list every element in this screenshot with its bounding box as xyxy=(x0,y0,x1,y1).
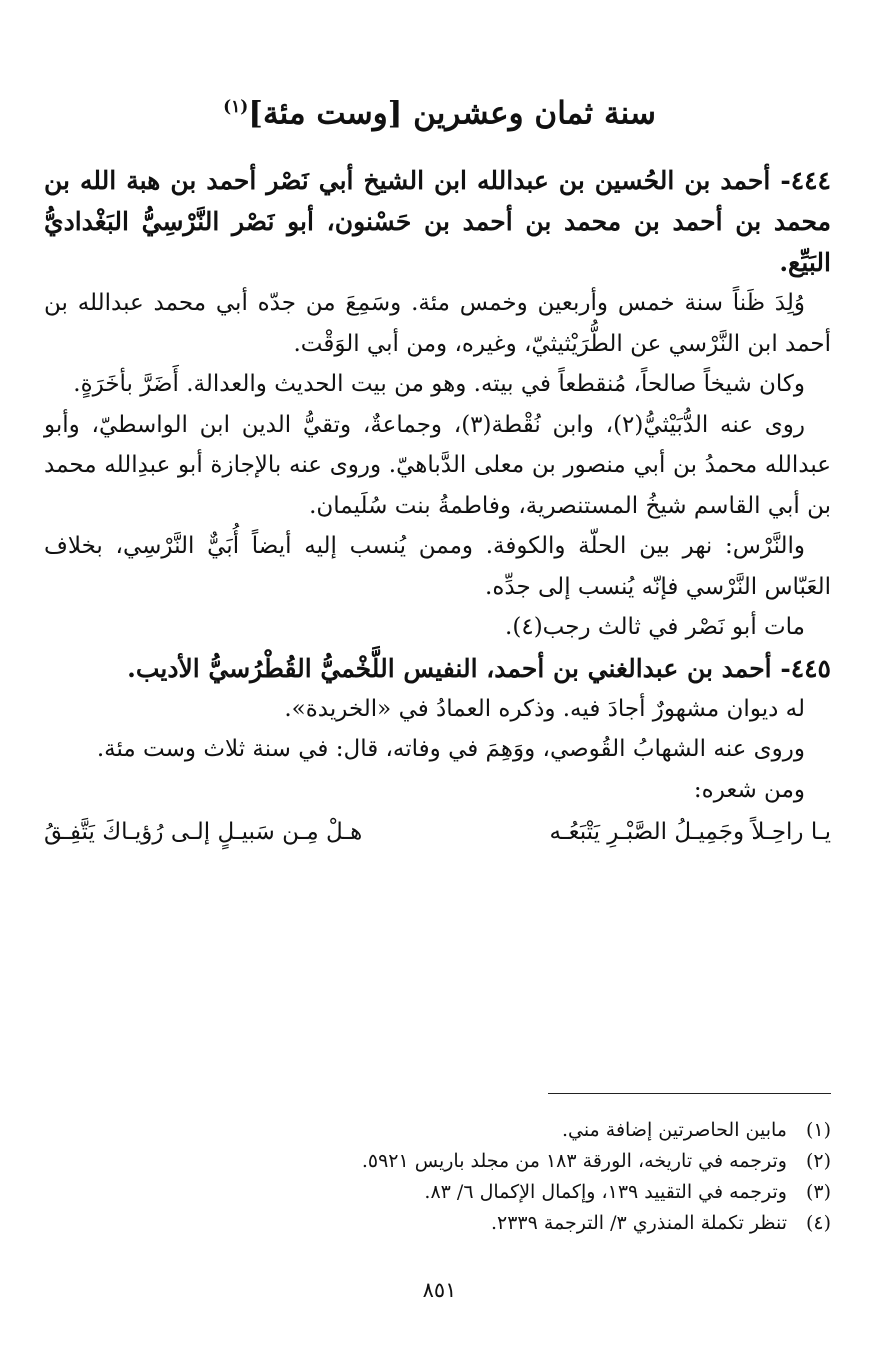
entry-444-paragraph: وكان شيخاً صالحاً، مُنقطعاً في بيته. وهو من بيت الحديث والعدالة. أَضَرَّ بأخَرَةٍ. xyxy=(73,371,805,397)
footnote-text: مابين الحاصرتين إضافة مني. xyxy=(561,1119,787,1141)
footnote-text: وترجمه في التقييد ١٣٩، وإكمال الإكمال ٦/ ٨٣. xyxy=(424,1181,787,1203)
footnote xyxy=(44,1208,831,1239)
main-text xyxy=(44,160,831,853)
footnote xyxy=(44,1146,831,1177)
footnote-number: (١) xyxy=(805,1119,831,1141)
entry-444-heading: ٤٤٤- أحمد بن الحُسين بن عبدالله ابن الشيخ أبي نَصْر أحمد بن هبة الله بن محمد بن أحمد بن محمد بن أحمد بن حَسْنون، أبو نَصْر النَّرْسِيُّ البَغْداديُّ البَيِّع. xyxy=(44,166,831,277)
page-number: ٨٥١ xyxy=(422,1278,457,1302)
footnote-number: (٣) xyxy=(805,1181,831,1203)
entry-444-paragraph: روى عنه الدُّبَيْثيُّ(٢)، وابن نُقْطة(٣)، وجماعةٌ، وتقيُّ الدين ابن الواسطيّ، وأبو عبدالله محمدُ بن أبي منصور بن معلى الدَّباهيّ. وروى عنه بالإجازة أبو عبدِالله محمد بن أبي القاسم شيخُ المستنصرية، وفاطمةُ بنت سُلَيمان. xyxy=(44,411,831,519)
entry-444-paragraph: والنَّرْس: نهر بين الحلّة والكوفة. وممن يُنسب إليه أيضاً أُبَيٌّ النَّرْسِي، بخلاف العَبّاس النَّرْسي فإنّه يُنسب إلى جدِّه. xyxy=(44,533,831,600)
footnote-text: تنظر تكملة المنذري ٣/ الترجمة ٢٣٣٩. xyxy=(490,1212,787,1234)
entry-445-paragraph: ومن شعره: xyxy=(693,776,805,803)
footnote-divider xyxy=(548,1093,831,1094)
footnote-number: (٤) xyxy=(805,1212,831,1234)
entry-444-paragraph: وُلِدَ ظَناً سنة خمس وأربعين وخمس مئة. وسَمِعَ من جدّه أبي محمد عبدالله بن أحمد ابن النَّرْسي عن الطُّرَيْثيثيّ، وغيره، ومن أبي الوَقْت. xyxy=(44,290,831,357)
footnote xyxy=(44,1177,831,1208)
footnote xyxy=(44,1115,831,1146)
year-heading-text: سنة ثمان وعشرين [وست مئة] xyxy=(248,95,656,132)
entry-445-paragraph: له ديوان مشهورٌ أجادَ فيه. وذكره العمادُ في «الخريدة». xyxy=(284,695,805,722)
footnote-number: (٢) xyxy=(805,1150,831,1172)
footnotes xyxy=(44,1115,831,1239)
footnote-text: وترجمه في تاريخه، الورقة ١٨٣ من مجلد باريس ٥٩٢١. xyxy=(361,1150,787,1172)
entry-445-paragraph: وروى عنه الشهابُ القُوصي، ووَهِمَ في وفاته، قال: في سنة ثلاث وست مئة. xyxy=(96,736,805,762)
year-heading-footnote-ref: (١) xyxy=(223,97,249,117)
year-heading xyxy=(0,82,879,138)
entry-444-paragraph: مات أبو نَصْر في ثالث رجب(٤). xyxy=(505,614,805,640)
verse-second-hemistich: هـلْ مِـن سَبيـلٍ إلـى رُؤيـاكَ يَتَّفِـقُ xyxy=(44,819,363,845)
verse-first-hemistich: يـا راحِـلاً وجَمِيـلُ الصَّبْـرِ يَتْبَعُـه xyxy=(549,819,831,845)
poetry-verse xyxy=(44,812,831,853)
entry-445-heading: ٤٤٥- أحمد بن عبدالغني بن أحمد، النفيس اللَّخْميُّ القُطْرُسيُّ الأديب. xyxy=(127,653,831,683)
